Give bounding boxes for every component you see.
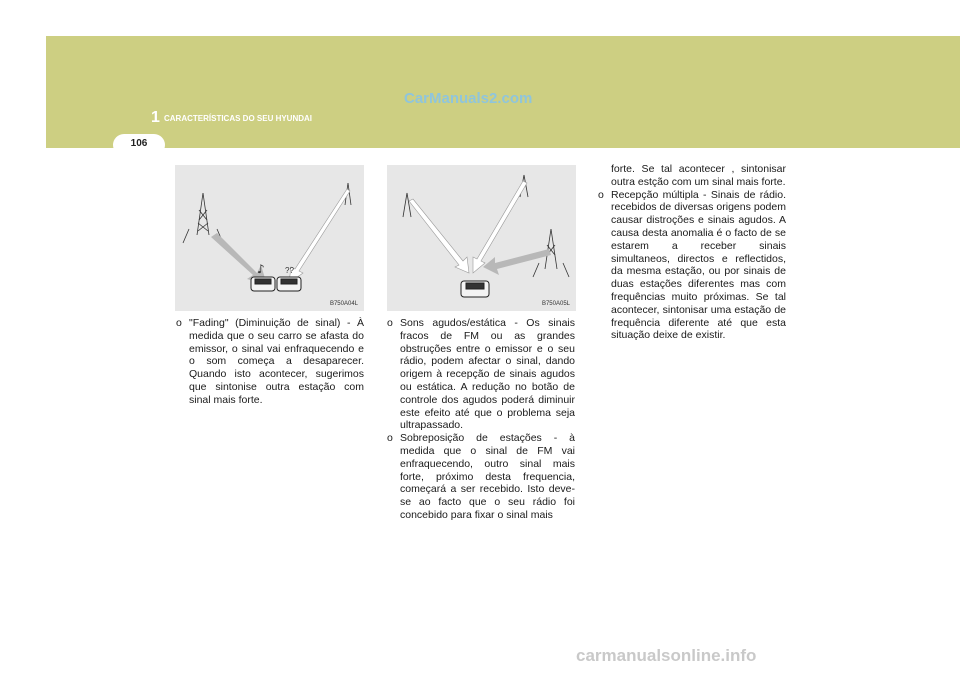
list-item [387,432,575,522]
signal-arrow [483,249,551,275]
figure-fading [175,165,364,311]
bullet: o [387,432,393,445]
paragraph-continuation: forte. Se tal acontecer , sintonisar outra estção com um sinal mais forte. [611,163,786,188]
header-watermark: CarManuals2.com [404,90,533,107]
paragraph-overlap: Sobreposição de estações - à medida que o sinal de FM vai enfraquecendo, outro sinal mais forte, próximo desta frequencia, começará a ser recebido. Isto deve-se ao facto que o seu rádio foi concebido para fixar o sinal mais [400,432,575,521]
paragraph-multipath: Recepção múltipla - Sinais de rádio. recebidos de diversas origens podem causar distroções e sinais agudos. A causa desta anomalia é o facto de se estarem a receber sinais simultaneos, directos e reflectidos, da mesma estação, ou por sinais de duas estações diferentes mas com frequências muito próximas. Se tal acontecer, sintonisar uma estação de frequência diferente até que esta situação deixe de existir. [611,188,786,342]
text-column-1 [176,317,364,407]
text-column-2 [387,317,575,522]
bullet: o [387,317,393,329]
figure-static [387,165,576,311]
list-item [387,317,575,432]
figure-code: B750A04L [329,301,358,307]
bullet: o [598,188,604,201]
figure-code: B750A05L [541,301,570,307]
chapter-title: CARACTERÍSTICAS DO SEU HYUNDAI [164,114,313,123]
list-item [176,317,364,407]
car-icon [461,281,489,297]
list-item [598,189,786,343]
car-question-label: ?? [285,266,294,275]
footer-watermark: carmanualsonline.info [576,646,757,665]
chapter-number: 1 [151,109,160,126]
text-column-3 [598,163,786,342]
bullet: o [176,317,182,329]
static-illustration [387,165,576,311]
page-number: 106 [130,138,148,149]
fading-illustration [175,165,364,311]
car-icon [251,277,301,291]
music-note-icon: ♪ [257,262,265,276]
paragraph-static: Sons agudos/estática - Os sinais fracos de FM ou as grandes obstruções entre o emissor e o seu rádio, podem afectar o sinal, dando origem à recepção de sinais agudos ou estática. A redução no botão de controle dos agudos poderá diminuir este efeito até que o problema seja ultrapassado. [400,317,575,432]
signal-arrow [409,199,469,273]
paragraph-fading: "Fading" (Diminuição de sinal) - À medida que o seu carro se afasta do emissor, o sinal vai enfraquecendo e o som começa a desaparecer. Quando isto acontecer, sugerimos que sintonise outra estação com sinal mais forte. [189,317,364,406]
weak-signal-arrow [289,189,350,283]
